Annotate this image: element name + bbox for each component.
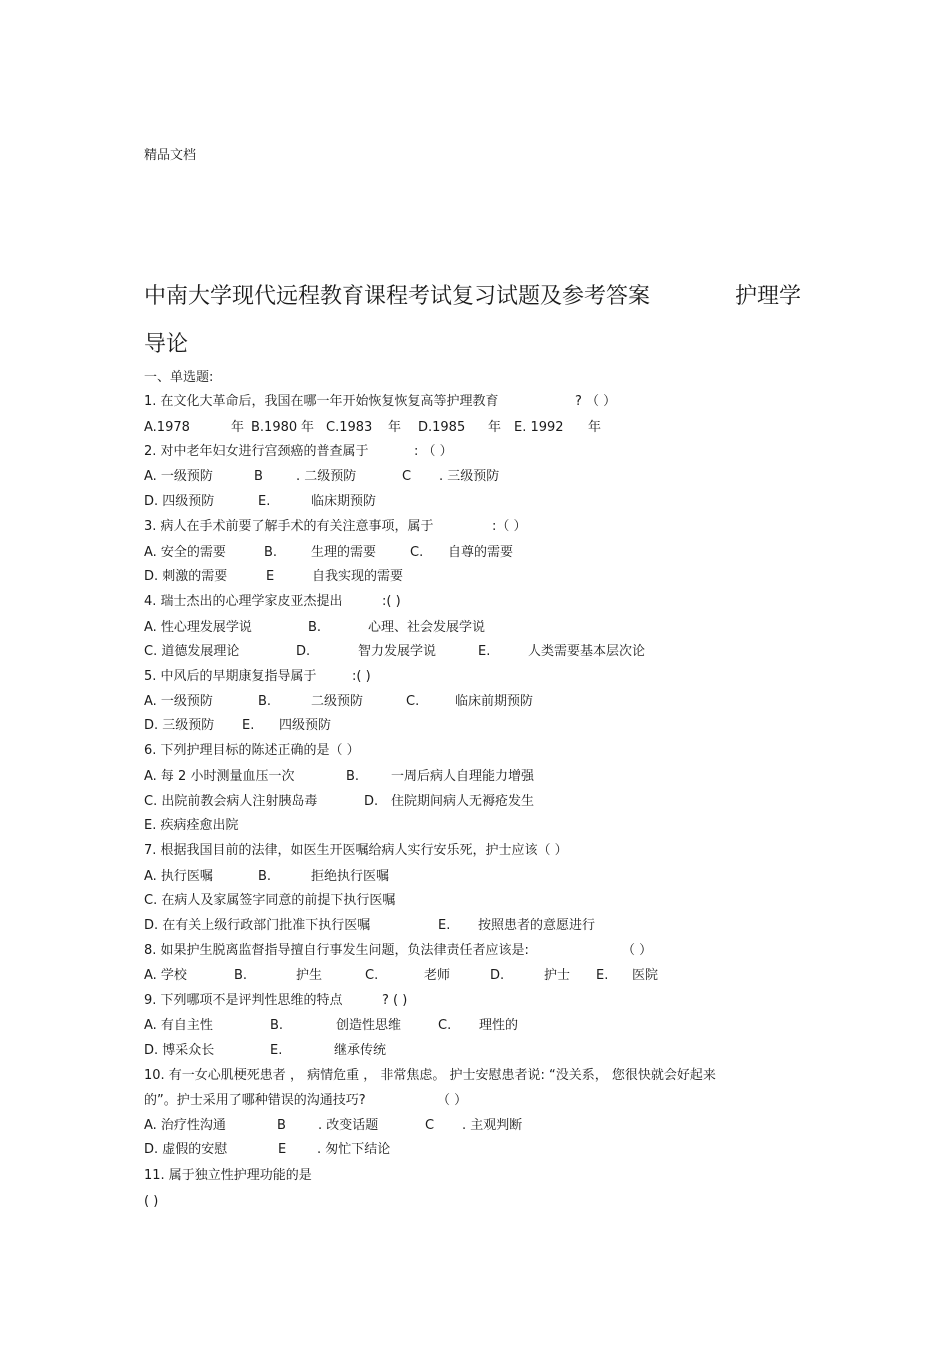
- question-6-options-c: E. 疾病痊愈出院: [144, 818, 239, 833]
- section-heading: 一、单选题:: [144, 370, 214, 385]
- question-10: 10. 有一女心肌梗死患者 ， 病情危重 ， 非常焦虑。 护士安慰患者说: “没关系， 您很快就会好起来: [144, 1068, 716, 1083]
- doc-title-line2: 导论: [144, 332, 189, 357]
- question-11: 11. 属于独立性护理功能的是: [144, 1168, 312, 1183]
- page-header: 精品文档: [144, 148, 197, 163]
- doc-title: 中南大学现代远程教育课程考试复习试题及参考答案: [144, 284, 651, 309]
- question-11-cont: ( ): [144, 1194, 159, 1209]
- question-7: 7. 根据我国目前的法律，如医生开医嘱给病人实行安乐死，护士应该（ ）: [144, 843, 568, 858]
- doc-title-subject: 护理学: [735, 284, 802, 309]
- question-6: 6. 下列护理目标的陈述正确的是（ ）: [144, 743, 360, 758]
- question-7-options-b: C. 在病人及家属签字同意的前提下执行医嘱: [144, 893, 396, 908]
